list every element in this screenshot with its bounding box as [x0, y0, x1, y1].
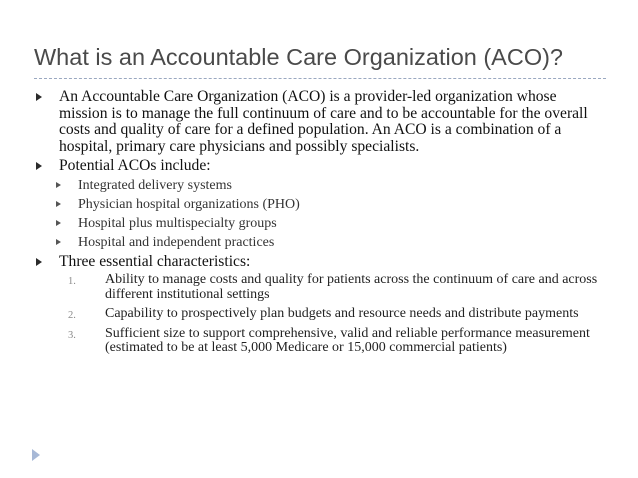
triangle-bullet-icon	[36, 162, 42, 170]
sub-bullet-item	[34, 216, 604, 232]
numbered-text: Capability to prospectively plan budgets and resource needs and distribute payments	[105, 306, 579, 321]
triangle-bullet-icon	[56, 239, 61, 245]
triangle-bullet-icon	[36, 258, 42, 266]
triangle-bullet-icon	[36, 93, 42, 101]
sub-bullet-text: Hospital and independent practices	[78, 234, 275, 250]
bullet-item	[34, 158, 604, 175]
slide-content	[34, 89, 604, 361]
sub-bullet-text: Physician hospital organizations (PHO)	[78, 196, 300, 212]
bullet-item	[34, 89, 604, 155]
sub-bullet-item	[34, 197, 604, 213]
sub-bullet-item	[34, 178, 604, 194]
title-divider	[34, 78, 606, 79]
numbered-text: Ability to manage costs and quality for patients across the continuum of care and across different institutional settings	[105, 272, 598, 302]
triangle-bullet-icon	[56, 182, 61, 188]
bullet-text: An Accountable Care Organization (ACO) is a provider-led organization whose mission is to manage the full continuum of care and to be accountable for the overall costs and quality of care for a defined population. An ACO is a combination of a hospital, primary care physicians and possibly specialists.	[59, 88, 588, 155]
numbered-item	[34, 307, 604, 322]
bullet-text: Three essential characteristics:	[59, 252, 251, 270]
bullet-item	[34, 254, 604, 271]
sub-bullet-text: Hospital plus multispecialty groups	[78, 215, 277, 231]
slide-title: What is an Accountable Care Organization (ACO)?	[34, 44, 564, 70]
item-number: 2.	[68, 310, 76, 321]
numbered-text: Sufficient size to support comprehensive, valid and reliable performance measurement (estimated to be at least 5,000 Medicare or 15,000 commercial patients)	[105, 325, 590, 355]
numbered-item	[34, 327, 604, 356]
bullet-text: Potential ACOs include:	[59, 157, 211, 174]
sub-bullet-text: Integrated delivery systems	[78, 177, 232, 193]
numbered-item	[34, 273, 604, 302]
item-number: 3.	[68, 329, 76, 341]
triangle-bullet-icon	[56, 220, 61, 226]
corner-triangle-icon	[32, 449, 40, 461]
triangle-bullet-icon	[56, 201, 61, 207]
item-number: 1.	[68, 276, 76, 287]
sub-bullet-item	[34, 235, 604, 251]
